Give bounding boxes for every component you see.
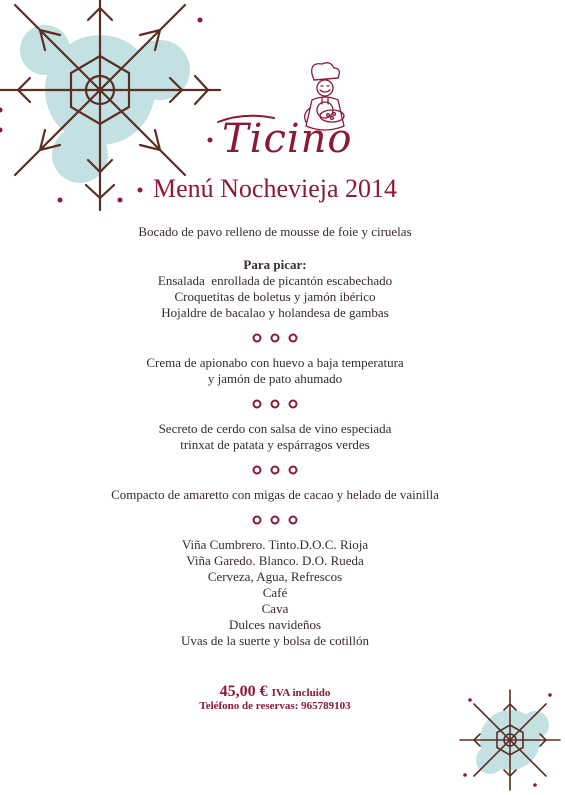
section-heading: Para picar:	[243, 257, 307, 272]
menu-line: y jamón de pato ahumado	[207, 371, 343, 386]
menu-line: Croquetitas de boletus y jamón ibérico	[174, 289, 376, 304]
separator-dots	[245, 513, 305, 527]
menu-line: Compacto de amaretto con migas de cacao y helado de vainilla	[111, 487, 439, 502]
menu-line: Café	[262, 585, 288, 600]
menu-section-postre	[0, 487, 550, 503]
separator-dots	[245, 331, 305, 345]
snowflake-decoration-bottom-right	[455, 685, 565, 795]
menu-line: Dulces navideños	[228, 617, 322, 632]
ticino-logo	[214, 104, 353, 162]
menu-section-starter	[0, 224, 550, 240]
menu-section-para-picar	[0, 257, 550, 321]
price-amount: 45,00 €	[219, 683, 268, 700]
menu-line: Ensalada enrollada de picantón escabechado	[157, 273, 393, 288]
menu-list	[0, 224, 550, 649]
phone-reservations: Teléfono de reservas: 965789103	[199, 700, 351, 712]
menu-line: Bocado de pavo relleno de mousse de foie y ciruelas	[138, 224, 412, 239]
menu-line: Secreto de cerdo con salsa de vino especiada	[158, 421, 392, 436]
menu-section-bebidas	[0, 537, 550, 649]
separator-dots	[245, 463, 305, 477]
separator-dots	[245, 397, 305, 411]
menu-section-crema	[0, 355, 550, 387]
logo-text: Ticino	[222, 116, 353, 162]
menu-line: Crema de apionabo con huevo a baja temperatura	[146, 355, 404, 370]
menu-line: Viña Garedo. Blanco. D.O. Rueda	[186, 553, 364, 568]
page-title: Menú Nochevieja 2014	[152, 174, 398, 203]
menu-section-secreto	[0, 421, 550, 453]
menu-line: Cerveza, Agua, Refrescos	[207, 569, 343, 584]
menu-line: trinxat de patata y espárragos verdes	[180, 437, 370, 452]
menu-line: Uvas de la suerte y bolsa de cotillón	[180, 633, 370, 648]
menu-line: Hojaldre de bacalao y holandesa de gambas	[161, 305, 389, 320]
price-note: IVA incluido	[271, 687, 331, 699]
menu-line: Viña Cumbrero. Tinto.D.O.C. Rioja	[181, 537, 369, 552]
menu-line: Cava	[261, 601, 289, 616]
